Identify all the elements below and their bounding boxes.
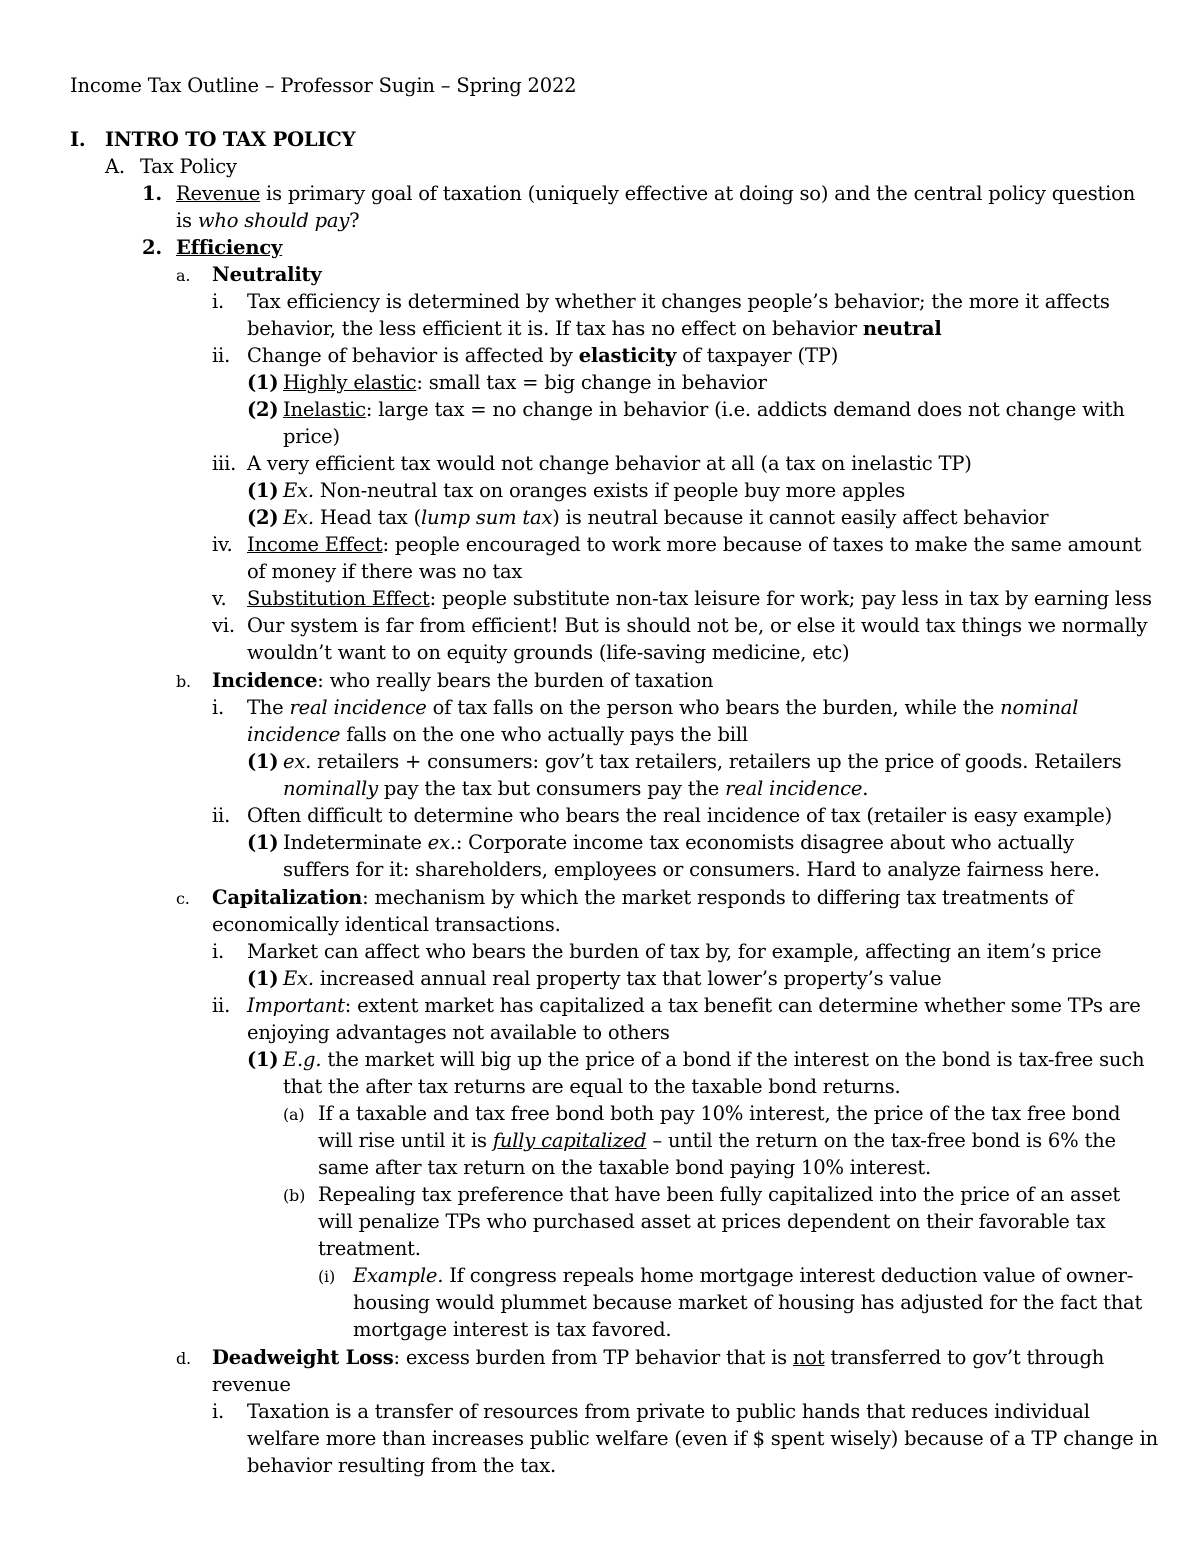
subitem-marker: d.: [176, 1349, 191, 1368]
outline-line: ex. retailers + consumers: gov’t tax retailers, retailers up the price of goods. Retailers: [283, 750, 1122, 773]
outline-line: revenue: [212, 1373, 291, 1396]
outline-line: Often difficult to determine who bears the real incidence of tax (retailer is easy example): [247, 804, 1113, 827]
outline-line: housing would plummet because market of housing has adjusted for the fact that: [353, 1291, 1143, 1314]
outline-line: price): [283, 425, 340, 448]
number-marker: (1): [247, 371, 279, 394]
section-heading: INTRO TO TAX POLICY: [105, 128, 356, 151]
roman-marker: ii.: [212, 344, 231, 367]
outline-line: Change of behavior is affected by elasticity of taxpayer (TP): [247, 344, 839, 367]
outline-line: Ex. increased annual real property tax that lower’s property’s value: [283, 967, 942, 990]
roman-marker: iv.: [212, 533, 233, 556]
outline-line: welfare more than increases public welfare (even if $ spent wisely) because of a TP change in: [247, 1427, 1159, 1450]
subitem-marker: c.: [176, 889, 190, 908]
outline-line: Capitalization: mechanism by which the market responds to differing tax treatments of: [212, 886, 1074, 909]
item-marker: 2.: [142, 236, 162, 259]
document-title: Income Tax Outline – Professor Sugin – Spring 2022: [70, 74, 577, 97]
outline-line: Ex. Non-neutral tax on oranges exists if people buy more apples: [283, 479, 906, 502]
outline-line: will penalize TPs who purchased asset at prices dependent on their favorable tax: [318, 1210, 1106, 1233]
roman-marker: ii.: [212, 804, 231, 827]
subitem-marker: a.: [176, 266, 191, 285]
outline-line: Ex. Head tax (lump sum tax) is neutral because it cannot easily affect behavior: [283, 506, 1049, 529]
subitem-marker: b.: [176, 672, 191, 691]
outline-line: of money if there was no tax: [247, 560, 523, 583]
outline-line: that the after tax returns are equal to the taxable bond returns.: [283, 1075, 901, 1098]
letter-marker: (b): [283, 1186, 306, 1205]
subsection-marker: A.: [105, 155, 125, 178]
subitem-heading: Neutrality: [212, 263, 322, 286]
outline-line: wouldn’t want to on equity grounds (life-saving medicine, etc): [247, 641, 850, 664]
outline-line: Deadweight Loss: excess burden from TP behavior that is not transferred to gov’t through: [212, 1346, 1105, 1369]
section-marker: I.: [70, 128, 86, 151]
outline-line: mortgage interest is tax favored.: [353, 1318, 672, 1341]
outline-line: incidence falls on the one who actually pays the bill: [247, 723, 748, 746]
item-heading: Efficiency: [176, 236, 283, 259]
number-marker: (1): [247, 750, 279, 773]
roman-marker: ii.: [212, 994, 231, 1017]
roman-marker: i.: [212, 1400, 225, 1423]
outline-line: Market can affect who bears the burden of tax by, for example, affecting an item’s price: [247, 940, 1102, 963]
subsection-heading: Tax Policy: [140, 155, 237, 178]
outline-line: The real incidence of tax falls on the person who bears the burden, while the nominal: [247, 696, 1079, 719]
outline-line: enjoying advantages not available to others: [247, 1021, 670, 1044]
number-marker: (2): [247, 506, 279, 529]
outline-line: Taxation is a transfer of resources from private to public hands that reduces individual: [247, 1400, 1090, 1423]
outline-line: E.g. the market will big up the price of a bond if the interest on the bond is tax-free such: [283, 1048, 1145, 1071]
outline-line: nominally pay the tax but consumers pay the real incidence.: [283, 777, 869, 800]
outline-line: Income Effect: people encouraged to work more because of taxes to make the same amount: [247, 533, 1142, 556]
outline-line: Indeterminate ex.: Corporate income tax economists disagree about who actually: [283, 831, 1074, 854]
outline-line: Our system is far from efficient! But is should not be, or else it would tax things we normally: [247, 614, 1148, 637]
roman-marker: i.: [212, 290, 225, 313]
roman-marker: vi.: [212, 614, 235, 637]
outline-line: Tax efficiency is determined by whether it changes people’s behavior; the more it affects: [247, 290, 1110, 313]
outline-line: suffers for it: shareholders, employees or consumers. Hard to analyze fairness here.: [283, 858, 1100, 881]
outline-line: Incidence: who really bears the burden of taxation: [212, 669, 714, 692]
outline-line: same after tax return on the taxable bond paying 10% interest.: [318, 1156, 932, 1179]
roman-marker: iii.: [212, 452, 237, 475]
item-marker: 1.: [142, 182, 162, 205]
number-marker: (1): [247, 967, 279, 990]
outline-line: Substitution Effect: people substitute non-tax leisure for work; pay less in tax by earning less: [247, 587, 1152, 610]
number-marker: (1): [247, 831, 279, 854]
letter-marker: (a): [283, 1105, 305, 1124]
outline-line: is who should pay?: [176, 209, 360, 232]
outline-line: behavior resulting from the tax.: [247, 1454, 557, 1477]
outline-line: Repealing tax preference that have been fully capitalized into the price of an asset: [318, 1183, 1121, 1206]
outline-line: Inelastic: large tax = no change in behavior (i.e. addicts demand does not change with: [283, 398, 1125, 421]
roman-marker: v.: [212, 587, 227, 610]
outline-line: If a taxable and tax free bond both pay 10% interest, the price of the tax free bond: [318, 1102, 1121, 1125]
outline-line: economically identical transactions.: [212, 913, 561, 936]
roman-paren-marker: (i): [318, 1267, 336, 1286]
roman-marker: i.: [212, 696, 225, 719]
outline-line: Important: extent market has capitalized a tax benefit can determine whether some TPs are: [247, 994, 1141, 1017]
roman-marker: i.: [212, 940, 225, 963]
number-marker: (1): [247, 479, 279, 502]
outline-line: treatment.: [318, 1237, 421, 1260]
outline-line: Revenue is primary goal of taxation (uniquely effective at doing so) and the central policy question: [176, 182, 1136, 205]
outline-line: Highly elastic: small tax = big change in behavior: [283, 371, 767, 394]
number-marker: (1): [247, 1048, 279, 1071]
outline-line: will rise until it is fully capitalized – until the return on the tax-free bond is 6% the: [318, 1129, 1116, 1152]
outline-line: A very efficient tax would not change behavior at all (a tax on inelastic TP): [247, 452, 972, 475]
outline-line: behavior, the less efficient it is. If tax has no effect on behavior neutral: [247, 317, 942, 340]
outline-line: Example. If congress repeals home mortgage interest deduction value of owner-: [353, 1264, 1134, 1287]
number-marker: (2): [247, 398, 279, 421]
